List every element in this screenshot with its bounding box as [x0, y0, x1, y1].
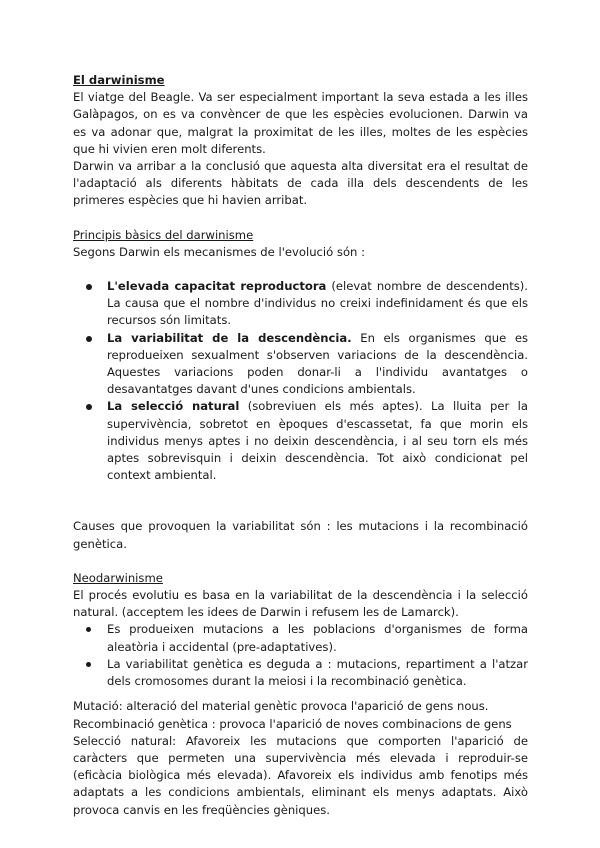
- list-item-text: (elevat nombre de descendents). La causa que el nombre d'individus no creixi indefinidament és que els recursos són limitats.: [107, 279, 528, 328]
- principis-intro: Segons Darwin els mecanismes de l'evolució són :: [73, 244, 365, 259]
- neodarwinisme-list: [73, 621, 528, 690]
- heading-darwinisme: El darwinisme: [73, 73, 165, 87]
- heading-principis: Principis bàsics del darwinisme: [73, 227, 254, 242]
- principis-list: [73, 278, 528, 484]
- heading-neodarwinisme: Neodarwinisme: [73, 570, 163, 585]
- paragraph-conclusio: Darwin va arribar a la conclusió que aquesta alta diversitat era el resultat de l'adaptació als diferents hàbitats de cada illa dels descendents de les primeres espècies que hi havien arribat.: [73, 159, 528, 208]
- paragraph-beagle: El viatge del Beagle. Va ser especialment important la seva estada a les illes Galàpagos, on es va convèncer de que les espècies evolucionen. Darwin va es va adonar que, malgrat la proximitat de les illes, moltes de les espècies que hi vivien eren molt diferents.: [73, 90, 528, 156]
- list-item: [73, 398, 528, 484]
- paragraph-causes: Causes que provoquen la variabilitat són : les mutacions i la recombinació genètica.: [73, 519, 528, 551]
- list-item: La variabilitat genètica es deguda a : mutacions, repartiment a l'atzar dels cromosomes durant la meiosi i la recombinació genètica.: [73, 656, 528, 690]
- document-body: [73, 72, 528, 819]
- list-item: [73, 330, 528, 399]
- paragraph-proces-evolutiu: El procés evolutiu es basa en la variabilitat de la descendència i la selecció natural. (acceptem les idees de Darwin i refusem les de Lamarck).: [73, 588, 528, 620]
- list-item-lead: La variabilitat de la descendència.: [107, 330, 352, 345]
- list-item-text: (sobreviuen els més aptes). La lluita per la supervivència, sobretot en èpoques d'escassetat, fa que morin els individus menys aptes i no deixin descendència, i al seu torn els més aptes sobrevisquin i deixin descendència. Tot això condicionat pel context ambiental.: [107, 399, 528, 483]
- list-item-text: En els organismes que es reprodueixen sexualment s'observen variacions de la descendència. Aquestes variacions poden donar-li a l'individu avantatges o desavantatges davant d'unes condicions ambientals.: [107, 330, 528, 397]
- list-item: Es produeixen mutacions a les poblacions d'organismes de forma aleatòria i accidental (pre-adaptatives).: [73, 621, 528, 655]
- list-item-lead: La selecció natural: [107, 399, 240, 414]
- list-item-lead: L'elevada capacitat reproductora: [107, 279, 327, 294]
- definition-seleccio: Selecció natural: Afavoreix les mutacions que comporten l'aparició de caràcters que permeten una supervivència més elevada i reproduir-se (eficàcia biològica més elevada). Afavoreix els individus amb fenotips més adaptats a les condicions ambientals, eliminant els menys adaptats. Això provoca canvis en les freqüències gèniques.: [73, 733, 528, 817]
- list-item: [73, 278, 528, 330]
- definition-recombinacio: Recombinació genètica : provoca l'aparició de noves combinacions de gens: [73, 716, 512, 731]
- definition-mutacio: Mutació: alteració del material genètic provoca l'aparició de gens nous.: [73, 699, 489, 714]
